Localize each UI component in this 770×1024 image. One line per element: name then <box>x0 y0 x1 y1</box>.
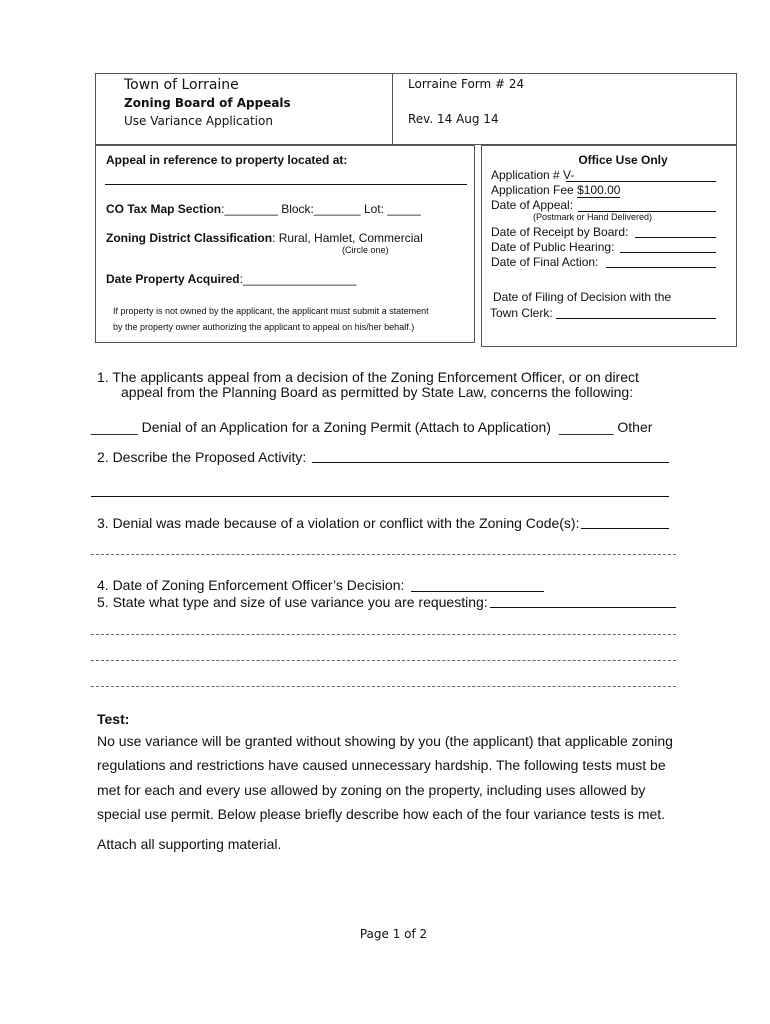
other-option[interactable]: _______ Other <box>559 419 653 435</box>
application-number-label: Application # V- <box>491 168 575 182</box>
filing-decision-line2: Town Clerk: <box>490 306 553 320</box>
item5-label: 5. State what type and size of use variance you are requesting: <box>97 594 488 610</box>
header-divider <box>392 73 393 145</box>
application-fee-label: Application Fee <box>491 183 578 197</box>
date-receipt-label: Date of Receipt by Board: <box>491 225 629 239</box>
application-fee-value: $100.00 <box>577 183 621 197</box>
lot-field[interactable]: Lot: _____ <box>360 202 421 216</box>
variance-type-field-3[interactable] <box>91 660 676 661</box>
attach-note: Attach all supporting material. <box>97 836 282 852</box>
property-heading: Appeal in reference to property located at: <box>106 153 348 167</box>
tax-map-label: CO Tax Map Section <box>106 202 222 216</box>
decision-date-field[interactable] <box>411 591 544 592</box>
item2-label: 2. Describe the Proposed Activity: <box>97 449 307 465</box>
tax-map-field[interactable]: :________ <box>221 202 278 216</box>
application-type: Use Variance Application <box>124 114 273 128</box>
form-number: Lorraine Form # 24 <box>408 77 525 91</box>
test-line2: regulations and restrictions have caused unnecessary hardship. The following tests must be <box>97 757 666 773</box>
town-name: Town of Lorraine <box>124 77 239 93</box>
ownership-note-line1: If property is not owned by the applicant, the applicant must submit a statement <box>113 306 429 316</box>
variance-type-field-4[interactable] <box>91 686 676 687</box>
zoning-district-row <box>106 231 423 245</box>
date-final-label: Date of Final Action: <box>491 255 599 269</box>
application-number-field[interactable] <box>566 181 716 182</box>
page-number: Page 1 of 2 <box>359 927 428 941</box>
proposed-activity-field-2[interactable] <box>91 496 669 497</box>
property-address-field[interactable] <box>105 184 467 185</box>
zoning-code-field-2[interactable] <box>91 554 676 555</box>
application-fee-row <box>491 183 620 198</box>
variance-type-field[interactable] <box>490 607 676 608</box>
item1-line1: 1. The applicants appeal from a decision of the Zoning Enforcement Officer, or on direct <box>97 369 639 385</box>
block-field[interactable]: Block:_______ <box>277 202 361 216</box>
variance-type-field-2[interactable] <box>91 634 676 635</box>
circle-one-note: (Circle one) <box>342 245 389 255</box>
test-line1: No use variance will be granted without showing by you (the applicant) that applicable zoning <box>97 733 673 749</box>
board-name: Zoning Board of Appeals <box>124 96 291 110</box>
tax-map-row <box>106 202 421 216</box>
item4-label: 4. Date of Zoning Enforcement Officer’s Decision: <box>97 577 405 593</box>
denial-option[interactable]: ______ Denial of an Application for a Zoning Permit (Attach to Application) <box>91 419 551 435</box>
test-line4: special use permit. Below please briefly describe how each of the four variance tests is met. <box>97 806 666 822</box>
date-hearing-label: Date of Public Hearing: <box>491 240 615 254</box>
date-acquired-row <box>106 272 356 286</box>
test-heading: Test: <box>97 711 130 727</box>
zoning-district-label: Zoning District Classification <box>106 231 273 245</box>
item3-label: 3. Denial was made because of a violation or conflict with the Zoning Code(s): <box>97 515 580 531</box>
date-acquired-label: Date Property Acquired <box>106 272 240 286</box>
date-receipt-field[interactable] <box>635 237 716 238</box>
date-acquired-field[interactable]: :_________________ <box>239 272 357 286</box>
office-use-heading: Office Use Only <box>578 153 668 167</box>
filing-decision-line1: Date of Filing of Decision with the <box>493 290 672 304</box>
town-clerk-field[interactable] <box>556 318 716 319</box>
item1-line2: appeal from the Planning Board as permitted by State Law, concerns the following: <box>121 384 634 400</box>
postmark-note: (Postmark or Hand Delivered) <box>533 212 653 222</box>
zoning-district-options[interactable]: : Rural, Hamlet, Commercial <box>272 231 423 245</box>
test-line3: met for each and every use allowed by zoning on the property, including uses allowed by <box>97 782 646 798</box>
zoning-code-field[interactable] <box>581 528 669 529</box>
revision: Rev. 14 Aug 14 <box>408 112 499 126</box>
ownership-note-line2: by the property owner authorizing the applicant to appeal on his/her behalf.) <box>113 322 415 332</box>
date-final-field[interactable] <box>606 267 716 268</box>
proposed-activity-field[interactable] <box>312 462 669 463</box>
date-hearing-field[interactable] <box>620 252 716 253</box>
date-of-appeal-label: Date of Appeal: <box>491 198 574 212</box>
